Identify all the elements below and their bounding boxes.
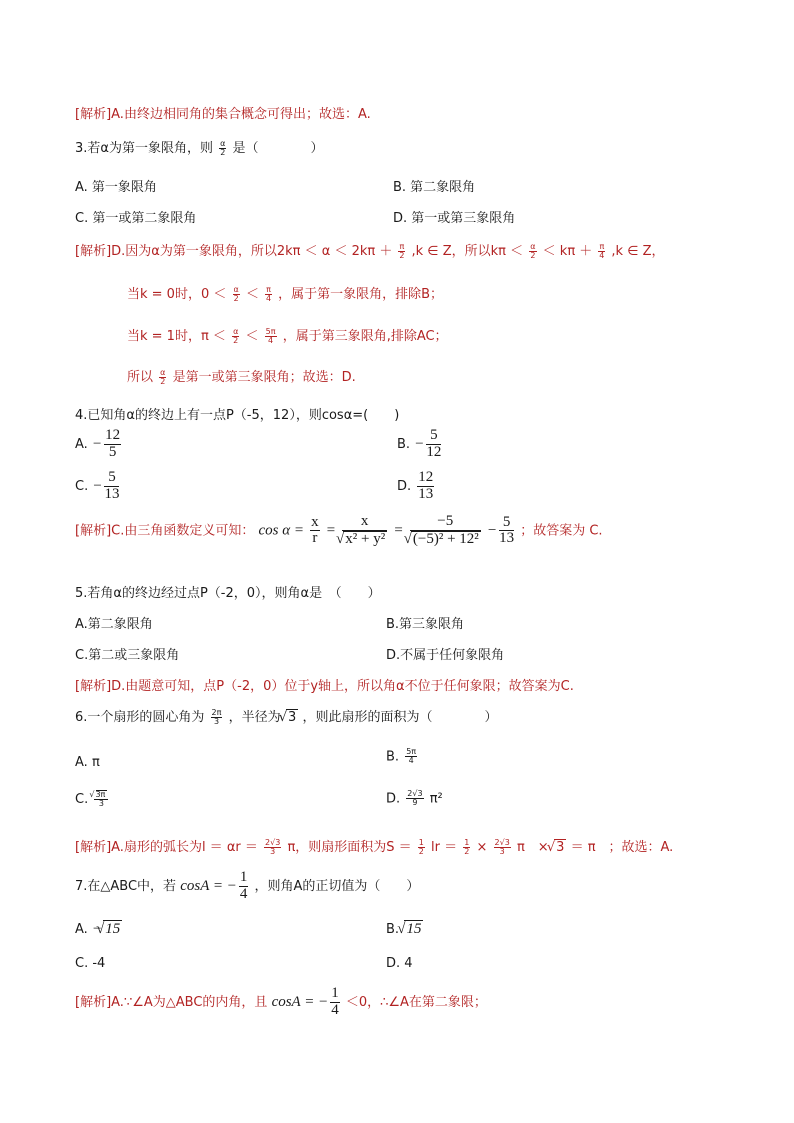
q2-analysis: [解析]A.由终边相同角的集合概念可得出；故选：A. bbox=[75, 107, 371, 122]
q4-option-b[interactable]: B. − $\frac{5}{12}$ bbox=[397, 427, 442, 460]
q7-option-a[interactable]: A. −√ 15 bbox=[75, 920, 122, 938]
q6-option-b[interactable]: B. $\frac{5\pi}{4}$ bbox=[386, 747, 417, 766]
q6-option-c[interactable]: C. √ $\frac{3\pi}{3}$ bbox=[75, 790, 110, 809]
q7-stem: 7.在△ABC中，若 cosA = − $\frac{1}{4}$ ，则角A的正切值为（ ） bbox=[75, 869, 420, 902]
q5-option-b[interactable]: B.第三象限角 bbox=[386, 617, 465, 632]
q5-option-c[interactable]: C.第二或三象限角 bbox=[75, 648, 180, 663]
q7-analysis: [解析]A.∵∠A为△ABC的内角，且 cosA = − $\frac{1}{4}$ ＜0，∴∠A在第二象限； bbox=[75, 985, 487, 1018]
q5-analysis: [解析]D.由题意可知，点P（-2，0）位于y轴上，所以角α不位于任何象限；故答案为C. bbox=[75, 679, 574, 694]
q4-option-d[interactable]: D. $\frac{12}{13}$ bbox=[397, 469, 434, 502]
q6-stem: 6.一个扇形的圆心角为 $\frac{2\pi}{3}$ ，半径为 √ 3 ，则此扇形的面积为（ ） bbox=[75, 706, 497, 726]
q3-option-b[interactable]: B. 第二象限角 bbox=[393, 180, 476, 195]
q5-option-a[interactable]: A.第二象限角 bbox=[75, 617, 153, 632]
q5-option-d[interactable]: D.不属于任何象限角 bbox=[386, 648, 505, 663]
q3-option-a[interactable]: A. 第一象限角 bbox=[75, 180, 157, 195]
q3-option-d[interactable]: D. 第一或第三象限角 bbox=[393, 211, 516, 226]
q6-option-a[interactable]: A. π bbox=[75, 755, 100, 770]
q3-analysis: [解析]D.因为α为第一象限角，所以2kπ ＜ α ＜ 2kπ ＋ $\frac{\pi}{2}$ ,k ∈ Z，所以kπ ＜ $\frac{\alpha}{2}$ ＜ kπ ＋ $\frac{\pi}{4}$ ,k ∈ Z， bbox=[75, 241, 665, 260]
q6-option-d[interactable]: D. $\frac{2√3}{9}$ π² bbox=[386, 789, 443, 808]
q4-option-a[interactable]: A. − $\frac{12}{5}$ bbox=[75, 427, 121, 460]
q3-case-k0: 当k = 0时，0 ＜ $\frac{\alpha}{2}$ ＜ $\frac{\pi}{4}$ ，属于第一象限角，排除B； bbox=[127, 284, 443, 303]
q4-option-c[interactable]: C. − $\frac{5}{13}$ bbox=[75, 469, 120, 502]
q4-stem: 4.已知角α的终边上有一点P（-5，12），则cosα=( ) bbox=[75, 408, 400, 423]
q3-stem: 3.若α为第一象限角，则 $\frac{\alpha}{2}$ 是（ ） bbox=[75, 138, 324, 157]
q3-conclusion: 所以 $\frac{\alpha}{2}$ 是第一或第三象限角；故选：D. bbox=[127, 367, 356, 386]
q5-stem: 5.若角α的终边经过点P（-2，0），则角α是 （ ） bbox=[75, 586, 381, 601]
q4-analysis: [解析]C.由三角函数定义可知： cos α = $\frac{x}{r}$ = x √ x² + y² = −5 √ (−5)² + 12² − $\frac{5}{13}$ ；故答案为 C. bbox=[75, 514, 603, 548]
q7-option-c[interactable]: C. -4 bbox=[75, 956, 106, 971]
q7-option-d[interactable]: D. 4 bbox=[386, 956, 413, 971]
q7-option-b[interactable]: B. √ 15 bbox=[386, 920, 423, 938]
q3-option-c[interactable]: C. 第一或第二象限角 bbox=[75, 211, 197, 226]
q3-case-k1: 当k = 1时，π ＜ $\frac{\alpha}{2}$ ＜ $\frac{5\pi}{4}$ ，属于第三象限角,排除AC； bbox=[127, 326, 448, 345]
q6-analysis: [解析]A.扇形的弧长为l ＝ αr ＝ $\frac{2√3}{3}$ π，则扇形面积为S ＝ $\frac{1}{2}$ lr ＝ $\frac{1}{2}$ × $\frac{2√3}{3}$ π × √ 3 ＝ π ；故选：A. bbox=[75, 836, 673, 856]
